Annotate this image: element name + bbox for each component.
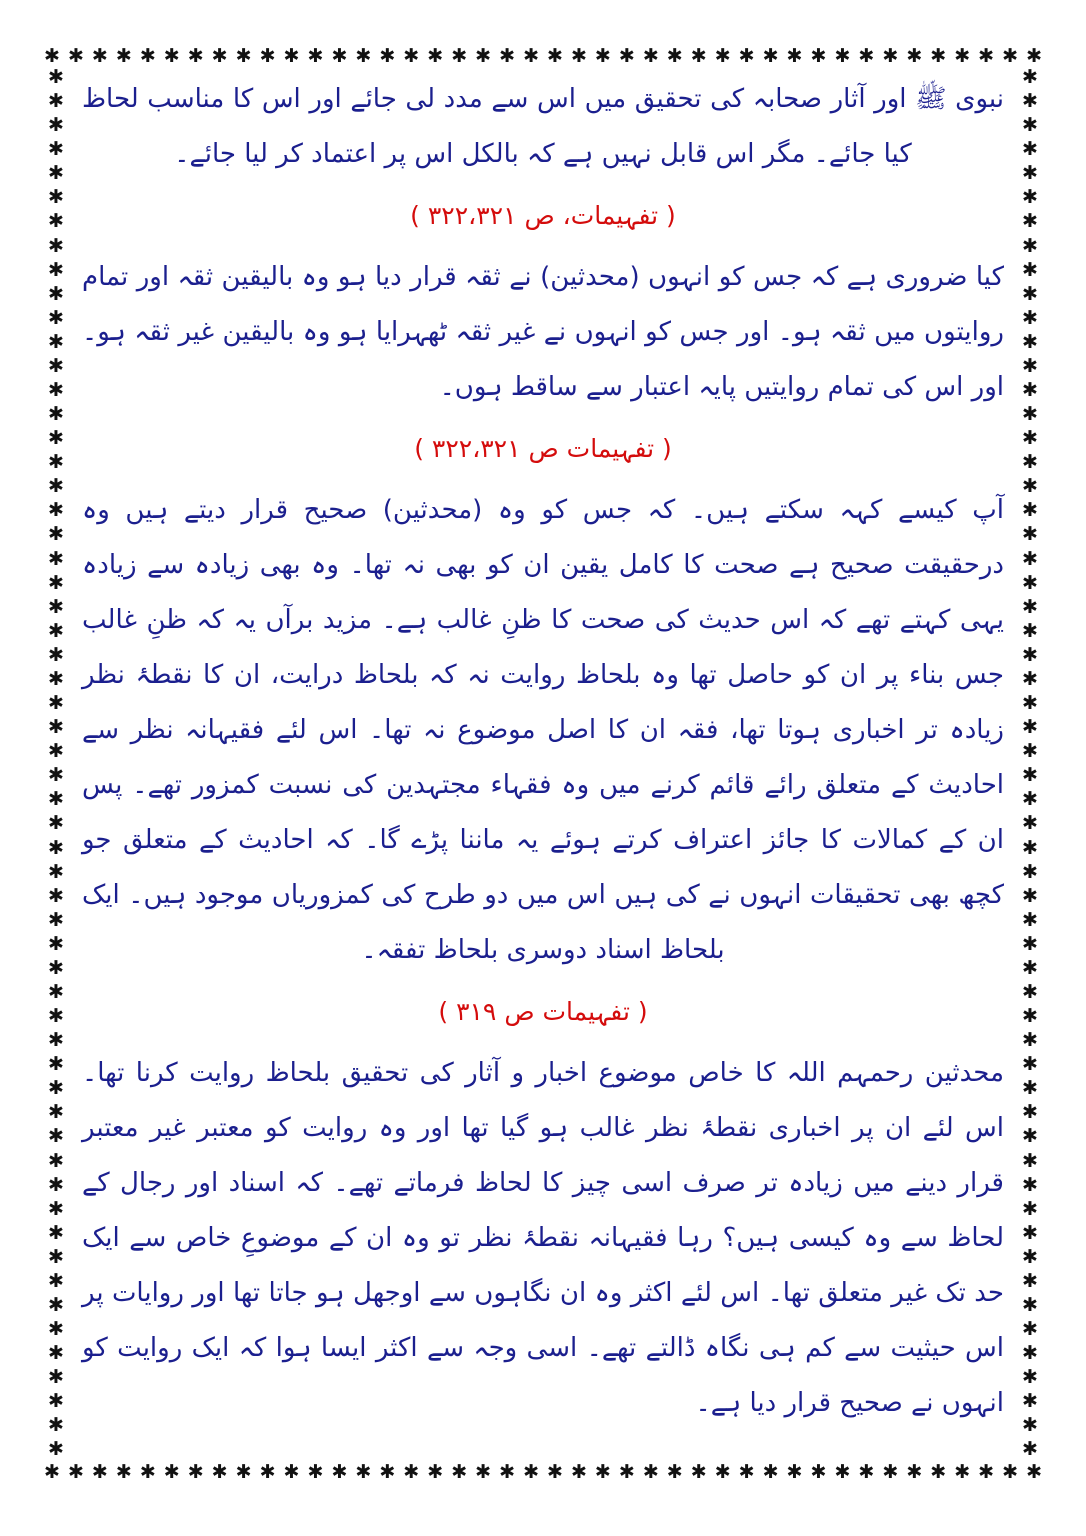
border-star-icon: ✱: [48, 667, 64, 690]
border-star-icon: ✱: [307, 1460, 324, 1483]
border-star-icon: ✱: [379, 1460, 396, 1483]
border-star-icon: ✱: [48, 1029, 64, 1052]
border-star-icon: ✱: [1022, 740, 1038, 763]
border-star-icon: ✱: [786, 1460, 803, 1483]
border-star-icon: ✱: [834, 44, 851, 67]
border-star-icon: ✱: [499, 44, 516, 67]
border-star-icon: ✱: [48, 186, 64, 209]
border-star-icon: ✱: [882, 1460, 899, 1483]
border-star-icon: ✱: [1022, 571, 1038, 594]
citation-2: ( تفہیمات ص ۳۲۲،۳۲۱ ): [414, 434, 672, 463]
border-star-icon: ✱: [1022, 1366, 1038, 1389]
border-star-icon: ✱: [48, 1390, 64, 1413]
border-star-icon: ✱: [48, 1221, 64, 1244]
border-star-icon: ✱: [1022, 138, 1038, 161]
border-star-icon: ✱: [547, 44, 563, 67]
border-star-icon: ✱: [451, 1460, 468, 1483]
border-star-icon: ✱: [403, 1460, 420, 1483]
border-star-icon: ✱: [642, 1460, 659, 1483]
border-star-icon: ✱: [48, 66, 64, 88]
border-star-icon: ✱: [259, 1460, 276, 1483]
border-star-icon: ✱: [48, 692, 64, 715]
border-star-icon: ✱: [48, 1366, 64, 1389]
border-star-icon: ✱: [163, 44, 180, 67]
border-star-icon: ✱: [48, 547, 64, 570]
border-star-icon: ✱: [1022, 1318, 1038, 1341]
border-star-icon: ✱: [1022, 836, 1038, 859]
border-star-icon: ✱: [978, 1460, 995, 1483]
citation-1: ( تفہیمات، ص ۳۲۲،۳۲۱ ): [410, 201, 676, 230]
border-star-icon: ✱: [1022, 90, 1038, 113]
border-star-icon: ✱: [930, 1460, 947, 1483]
border-star-icon: ✱: [48, 330, 64, 353]
border-star-icon: ✱: [48, 403, 64, 426]
border-star-icon: ✱: [1022, 354, 1038, 377]
border-star-icon: ✱: [666, 1460, 683, 1483]
border-star-icon: ✱: [1026, 1460, 1042, 1483]
border-star-icon: ✱: [1022, 1005, 1038, 1028]
border-star-icon: ✱: [523, 1460, 539, 1483]
border-star-icon: ✱: [1022, 692, 1038, 715]
border-star-icon: ✱: [1002, 1460, 1019, 1483]
border-star-icon: ✱: [1022, 210, 1038, 233]
border-star-icon: ✱: [48, 1342, 64, 1365]
border-star-icon: ✱: [978, 44, 995, 67]
border-star-icon: ✱: [570, 1460, 587, 1483]
border-star-icon: ✱: [858, 1460, 875, 1483]
border-star-icon: ✱: [1022, 66, 1038, 88]
border-star-icon: ✱: [1022, 451, 1038, 474]
border-star-icon: ✱: [48, 1438, 64, 1461]
border-star-icon: ✱: [115, 1460, 132, 1483]
border-star-icon: ✱: [594, 1460, 611, 1483]
border-star-icon: ✱: [1022, 980, 1038, 1003]
border-star-icon: ✱: [1022, 1197, 1038, 1220]
border-star-icon: ✱: [48, 138, 64, 161]
border-star-icon: ✱: [1022, 162, 1038, 185]
border-star-icon: ✱: [906, 44, 923, 67]
border-star-icon: ✱: [1022, 547, 1038, 570]
border-star-icon: ✱: [48, 1125, 64, 1148]
border-star-icon: ✱: [666, 44, 683, 67]
border-star-icon: ✱: [834, 1460, 851, 1483]
border-star-icon: ✱: [48, 619, 64, 642]
border-star-icon: ✱: [1022, 1077, 1038, 1100]
border-star-icon: ✱: [48, 740, 64, 763]
border-star-icon: ✱: [48, 1269, 64, 1292]
paragraph-3: آپ کیسے کہہ سکتے ہیں۔ کہ جس کو وہ (محدثین) صحیح قرار دیتے ہیں وہ درحقیقت صحیح ہے صحت کا کامل یقین ان کو بھی نہ تھا۔ وہ بھی زیادہ سے زیادہ یہی کہتے تھے کہ اس حدیث کی صحت کا ظنِ غالب ہے۔ مزید برآں یہ کہ ظنِ غالب جس بناء پر ان کو حاصل تھا وہ بلحاظ روایت نہ کہ بلحاظ درایت، ان کا نقطۂ نظر زیادہ تر اخباری ہوتا تھا، فقہ ان کا اصل موضوع نہ تھا۔ اس لئے فقیہانہ نظر سے احادیث کے متعلق رائے قائم کرنے میں وہ فقہاء مجتہدین کی نسبت کمزور تھے۔ پس ان کے کمالات کا جائز اعتراف کرتے ہوئے یہ ماننا پڑے گا۔ کہ احادیث کے متعلق جو کچھ بھی تحقیقات انہوں نے کی ہیں اس میں دو طرح کی کمزوریاں موجود ہیں۔ ایک بلحاظ اسناد دوسری بلحاظ تفقہ۔: [82, 495, 1004, 965]
border-star-icon: ✱: [1022, 186, 1038, 209]
border-star-icon: ✱: [1022, 523, 1038, 546]
border-star-icon: ✱: [1022, 1245, 1038, 1268]
border-star-icon: ✱: [48, 932, 64, 955]
border-star-icon: ✱: [1022, 619, 1038, 642]
border-star-icon: ✱: [570, 44, 587, 67]
border-star-icon: ✱: [48, 475, 64, 498]
border-star-icon: ✱: [1022, 643, 1038, 666]
border-star-icon: ✱: [451, 44, 468, 67]
border-star-icon: ✱: [1022, 234, 1038, 257]
border-star-icon: ✱: [48, 1293, 64, 1316]
border-star-icon: ✱: [331, 44, 348, 67]
border-star-icon: ✱: [163, 1460, 180, 1483]
border-star-icon: ✱: [48, 716, 64, 739]
border-star-icon: ✱: [762, 44, 779, 67]
border-star-icon: ✱: [1022, 860, 1038, 883]
border-star-icon: ✱: [48, 764, 64, 787]
border-star-icon: ✱: [48, 1197, 64, 1220]
border-star-icon: ✱: [427, 1460, 444, 1483]
border-star-icon: ✱: [714, 44, 731, 67]
border-star-icon: ✱: [48, 114, 64, 137]
border-star-icon: ✱: [235, 44, 252, 67]
border-star-icon: ✱: [48, 354, 64, 377]
border-star-icon: ✱: [48, 1414, 64, 1437]
border-star-icon: ✱: [48, 499, 64, 522]
border-star-icon: ✱: [48, 980, 64, 1003]
border-star-icon: ✱: [44, 44, 60, 67]
border-star-icon: ✱: [1026, 44, 1042, 67]
border-star-icon: ✱: [48, 1245, 64, 1268]
border-star-icon: ✱: [930, 44, 947, 67]
border-star-icon: ✱: [427, 44, 444, 67]
border-star-icon: ✱: [67, 44, 84, 67]
border-star-icon: ✱: [48, 282, 64, 305]
border-star-icon: ✱: [1022, 812, 1038, 835]
border-star-icon: ✱: [48, 884, 64, 907]
border-star-icon: ✱: [48, 427, 64, 450]
border-star-icon: ✱: [1022, 114, 1038, 137]
border-star-icon: ✱: [403, 44, 420, 67]
border-star-icon: ✱: [235, 1460, 252, 1483]
border-star-icon: ✱: [187, 44, 204, 67]
border-star-icon: ✱: [1022, 956, 1038, 979]
border-star-icon: ✱: [714, 1460, 731, 1483]
border-star-icon: ✱: [475, 1460, 492, 1483]
border-star-icon: ✱: [475, 44, 492, 67]
border-star-icon: ✱: [139, 44, 156, 67]
border-star-icon: ✱: [1022, 1221, 1038, 1244]
border-star-icon: ✱: [67, 1460, 84, 1483]
border-star-icon: ✱: [307, 44, 324, 67]
border-star-icon: ✱: [1022, 1173, 1038, 1196]
border-star-icon: ✱: [211, 1460, 228, 1483]
border-right: [1018, 68, 1042, 1460]
border-star-icon: ✱: [1022, 716, 1038, 739]
border-star-icon: ✱: [48, 812, 64, 835]
border-star-icon: ✱: [1022, 1414, 1038, 1437]
border-star-icon: ✱: [259, 44, 276, 67]
border-star-icon: ✱: [355, 1460, 372, 1483]
border-star-icon: ✱: [1022, 379, 1038, 402]
border-star-icon: ✱: [48, 258, 64, 281]
border-star-icon: ✱: [91, 44, 108, 67]
border-star-icon: ✱: [379, 44, 396, 67]
border-star-icon: ✱: [523, 44, 539, 67]
border-star-icon: ✱: [882, 44, 899, 67]
border-star-icon: ✱: [48, 1149, 64, 1172]
border-star-icon: ✱: [1022, 595, 1038, 618]
border-star-icon: ✱: [762, 1460, 779, 1483]
border-star-icon: ✱: [1022, 667, 1038, 690]
border-star-icon: ✱: [690, 44, 707, 67]
border-star-icon: ✱: [115, 44, 132, 67]
border-star-icon: ✱: [48, 643, 64, 666]
border-star-icon: ✱: [690, 1460, 707, 1483]
border-star-icon: ✱: [858, 44, 875, 67]
border-star-icon: ✱: [48, 379, 64, 402]
border-star-icon: ✱: [1022, 499, 1038, 522]
border-star-icon: ✱: [48, 860, 64, 883]
border-star-icon: ✱: [211, 44, 228, 67]
border-star-icon: ✱: [283, 44, 300, 67]
border-star-icon: ✱: [1022, 1125, 1038, 1148]
border-star-icon: ✱: [48, 451, 64, 474]
border-star-icon: ✱: [954, 1460, 971, 1483]
border-star-icon: ✱: [48, 162, 64, 185]
paragraph-2: کیا ضروری ہے کہ جس کو انہوں (محدثین) نے ثقہ قرار دیا ہو وہ بالیقین ثقہ اور تمام روایتوں میں ثقہ ہو۔ اور جس کو انہوں نے غیر ثقہ ٹھہرایا ہو وہ بالیقین غیر ثقہ ہو۔ اور اس کی تمام روایتیں پایہ اعتبار سے ساقط ہوں۔: [82, 262, 1004, 402]
border-star-icon: ✱: [48, 1005, 64, 1028]
paragraph-4: محدثین رحمہم اللہ کا خاص موضوع اخبار و آثار کی تحقیق بلحاظ روایت کرنا تھا۔ اس لئے ان پر اخباری نقطۂ نظر غالب ہو گیا تھا اور وہ روایت کو معتبر غیر معتبر قرار دینے میں زیادہ تر صرف اسی چیز کا لحاظ فرماتے تھے۔ کہ اسناد اور رجال کے لحاظ سے وہ کیسی ہیں؟ رہا فقیہانہ نقطۂ نظر تو وہ ان کے موضوعِ خاص سے ایک حد تک غیر متعلق تھا۔ اس لئے اکثر وہ ان نگاہوں سے اوجھل ہو جاتا تھا اور روایات پر اس حیثیت سے کم ہی نگاہ ڈالتے تھے۔ اسی وجہ سے اکثر ایسا ہوا کہ ایک روایت کو انہوں نے صحیح قرار دیا ہے۔: [82, 1058, 1004, 1418]
border-star-icon: ✱: [331, 1460, 348, 1483]
border-star-icon: ✱: [1022, 788, 1038, 811]
border-star-icon: ✱: [1022, 932, 1038, 955]
border-star-icon: ✱: [738, 44, 755, 67]
border-star-icon: ✱: [810, 44, 827, 67]
border-star-icon: ✱: [48, 234, 64, 257]
border-star-icon: ✱: [1002, 44, 1019, 67]
border-star-icon: ✱: [48, 595, 64, 618]
border-star-icon: ✱: [91, 1460, 108, 1483]
border-star-icon: ✱: [642, 44, 659, 67]
border-star-icon: ✱: [48, 788, 64, 811]
border-star-icon: ✱: [48, 90, 64, 113]
border-star-icon: ✱: [1022, 908, 1038, 931]
border-star-icon: ✱: [594, 44, 611, 67]
border-star-icon: ✱: [187, 1460, 204, 1483]
border-star-icon: ✱: [139, 1460, 156, 1483]
border-star-icon: ✱: [283, 1460, 300, 1483]
border-star-icon: ✱: [48, 956, 64, 979]
border-star-icon: ✱: [1022, 764, 1038, 787]
border-star-icon: ✱: [1022, 884, 1038, 907]
border-star-icon: ✱: [48, 306, 64, 329]
border-top: [44, 44, 1042, 68]
border-star-icon: ✱: [48, 210, 64, 233]
border-star-icon: ✱: [355, 44, 372, 67]
border-star-icon: ✱: [48, 908, 64, 931]
border-star-icon: ✱: [48, 836, 64, 859]
border-star-icon: ✱: [786, 44, 803, 67]
border-star-icon: ✱: [1022, 1438, 1038, 1461]
border-star-icon: ✱: [48, 523, 64, 546]
border-star-icon: ✱: [48, 1053, 64, 1076]
border-star-icon: ✱: [48, 1318, 64, 1341]
border-star-icon: ✱: [1022, 1101, 1038, 1124]
border-star-icon: ✱: [1022, 282, 1038, 305]
border-star-icon: ✱: [1022, 427, 1038, 450]
border-star-icon: ✱: [48, 1173, 64, 1196]
border-star-icon: ✱: [618, 44, 635, 67]
border-star-icon: ✱: [810, 1460, 827, 1483]
border-star-icon: ✱: [1022, 1390, 1038, 1413]
border-star-icon: ✱: [1022, 1149, 1038, 1172]
border-star-icon: ✱: [618, 1460, 635, 1483]
border-star-icon: ✱: [738, 1460, 755, 1483]
border-star-icon: ✱: [1022, 1029, 1038, 1052]
border-star-icon: ✱: [1022, 258, 1038, 281]
page-content: [82, 72, 1004, 1442]
border-star-icon: ✱: [906, 1460, 923, 1483]
border-star-icon: ✱: [48, 571, 64, 594]
border-star-icon: ✱: [1022, 475, 1038, 498]
border-star-icon: ✱: [44, 1460, 60, 1483]
border-left: [44, 68, 68, 1460]
citation-3: ( تفہیمات ص ۳۱۹ ): [438, 997, 648, 1026]
border-star-icon: ✱: [48, 1077, 64, 1100]
border-star-icon: ✱: [1022, 1293, 1038, 1316]
border-star-icon: ✱: [1022, 1342, 1038, 1365]
border-star-icon: ✱: [48, 1101, 64, 1124]
border-star-icon: ✱: [1022, 306, 1038, 329]
border-bottom: [44, 1460, 1042, 1484]
border-star-icon: ✱: [1022, 1269, 1038, 1292]
border-star-icon: ✱: [1022, 1053, 1038, 1076]
border-star-icon: ✱: [499, 1460, 516, 1483]
border-star-icon: ✱: [547, 1460, 563, 1483]
border-star-icon: ✱: [1022, 330, 1038, 353]
paragraph-1: نبوی ﷺ اور آثار صحابہ کی تحقیق میں اس سے مدد لی جائے اور اس کا مناسب لحاظ کیا جائے۔ مگر اس قابل نہیں ہے کہ بالکل اس پر اعتماد کر لیا جائے۔: [82, 84, 1004, 169]
border-star-icon: ✱: [1022, 403, 1038, 426]
border-star-icon: ✱: [954, 44, 971, 67]
